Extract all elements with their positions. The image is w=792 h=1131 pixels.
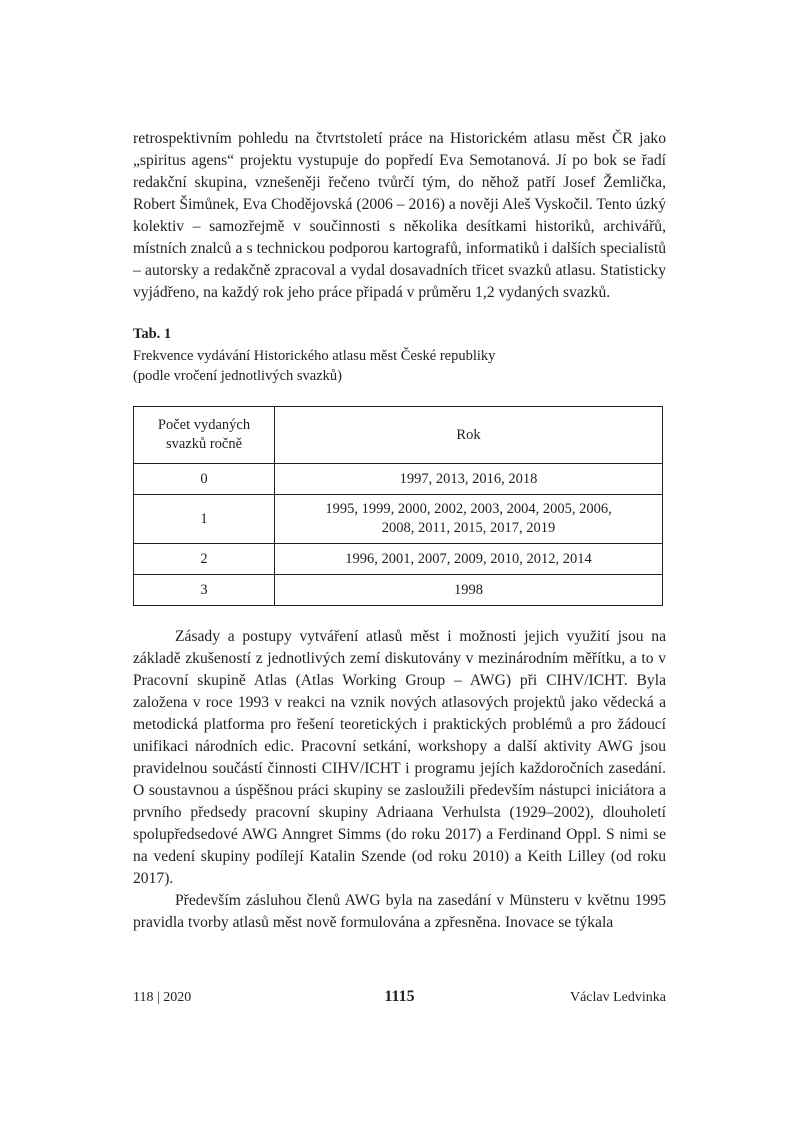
cell-count: 3	[134, 575, 275, 606]
paragraph-3: Především zásluhou členů AWG byla na zasedání v Münsteru v květnu 1995 pravidla tvorby atlasů měst nově formulována a zpřesněna. Inovace se týkala	[133, 892, 666, 931]
page-body	[133, 128, 666, 934]
header-count: Počet vydaných svazků ročně	[134, 407, 275, 464]
cell-years: 1996, 2001, 2007, 2009, 2010, 2012, 2014	[275, 544, 663, 575]
cell-count: 0	[134, 464, 275, 495]
frequency-table	[133, 406, 663, 606]
table-caption-line2: (podle vročení jednotlivých svazků)	[133, 368, 342, 384]
footer-author: Václav Ledvinka	[569, 990, 666, 1005]
footer-issue: 118 | 2020	[133, 990, 192, 1005]
intro-paragraph: retrospektivním pohledu na čtvrtstoletí práce na Historickém atlasu měst ČR jako „spiritus agens“ projektu vystupuje do popředí Eva Semotanová. Jí po bok se řadí redakční skupina, vznešeněji řečeno tvůrčí tým, do něhož patří Josef Žemlička, Robert Šimůnek, Eva Chodějovská (2006 – 2016) a nověji Aleš Vyskočil. Tento úzký kolektiv – samozřejmě v součinnosti s několika desítkami historiků, archivářů, místních znalců a s technickou podporou kartografů, informatiků i dalších specialistů – autorsky a redakčně zpracoval a vydal dosavadních třicet svazků atlasu. Statisticky vyjádřeno, na každý rok jeho práce připadá v průměru 1,2 vydaných svazků.	[133, 130, 666, 301]
cell-count: 2	[134, 544, 275, 575]
page-number: 1115	[384, 988, 415, 1005]
table-row	[134, 464, 663, 495]
table-row	[134, 495, 663, 544]
table-caption	[133, 346, 666, 386]
cell-years: 1997, 2013, 2016, 2018	[275, 464, 663, 495]
cell-years: 1998	[275, 575, 663, 606]
table-row	[134, 575, 663, 606]
paragraph-2: Zásady a postupy vytváření atlasů měst i možnosti jejich využití jsou na základě zkušeností z jednotlivých zemí diskutovány v mezinárodním měřítku, a to v Pracovní skupině Atlas (Atlas Working Group – AWG) při CIHV/ICHT. Byla založena v roce 1993 v reakci na vznik nových atlasových projektů jako vědecká a metodická platforma pro řešení teoretických i praktických problémů a pro žádoucí unifikaci národních edic. Pracovní setkání, workshopy a další aktivity AWG jsou pravidelnou součástí činnosti CIHV/ICHT i programu jejích každoročních zasedání. O soustavnou a úspěšnou práci skupiny se zasloužili především nástupci iniciátora a prvního předsedy pracovní skupiny Adriaana Verhulsta (1929–2002), dlouholetí spolupředsedové AWG Anngret Simms (do roku 2017) a Ferdinand Oppl. S nimi se na vedení skupiny podílejí Katalin Szende (od roku 2010) a Keith Lilley (od roku 2017).	[133, 628, 666, 887]
table-label: Tab. 1	[133, 326, 172, 342]
table-header-row	[134, 407, 663, 464]
header-year: Rok	[275, 407, 663, 464]
page-footer	[133, 990, 666, 1010]
table-row	[134, 544, 663, 575]
cell-years: 1995, 1999, 2000, 2002, 2003, 2004, 2005, 2006, 2008, 2011, 2015, 2017, 2019	[275, 495, 663, 544]
table-caption-line1: Frekvence vydávání Historického atlasu měst České republiky	[133, 348, 496, 364]
cell-count: 1	[134, 495, 275, 544]
